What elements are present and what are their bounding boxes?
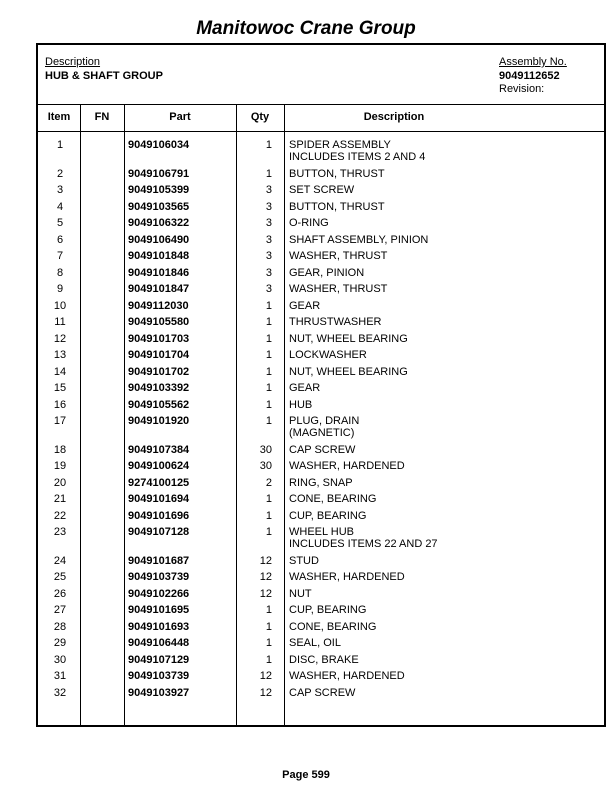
quantity: 3: [265, 217, 272, 229]
item-number: 2: [56, 167, 64, 180]
description-line: INCLUDES ITEMS 22 AND 27: [289, 538, 438, 550]
part-number: 9049103565: [128, 200, 190, 213]
part-description: [289, 588, 599, 600]
part-number: 9049105580: [128, 316, 190, 328]
item-number: 15: [53, 382, 67, 394]
part-description: [289, 415, 599, 439]
quantity: 1: [265, 139, 272, 151]
part-number: 9049101693: [128, 620, 190, 633]
description-line: O-RING: [289, 217, 329, 229]
item-number: 1: [56, 139, 64, 151]
page-title: Manitowoc Crane Group: [196, 18, 416, 39]
revision-label: Revision:: [499, 83, 545, 95]
item-number: 25: [53, 571, 67, 583]
description-line: CONE, BEARING: [289, 493, 377, 505]
part-description: [289, 168, 599, 180]
part-description: [289, 349, 599, 361]
description-line: (MAGNETIC): [289, 427, 355, 439]
column-header-divider: [38, 131, 604, 132]
part-description: [289, 604, 599, 616]
quantity: 1: [265, 604, 272, 616]
part-description: [289, 300, 599, 312]
item-number: 17: [53, 415, 67, 427]
column-header-fn: FN: [94, 111, 110, 123]
quantity: 30: [259, 460, 272, 472]
description-line: WHEEL HUB: [289, 526, 354, 538]
description-line: SPIDER ASSEMBLY: [289, 139, 391, 151]
quantity: 12: [259, 670, 272, 682]
part-number: 9049106791: [128, 167, 190, 180]
description-line: BUTTON, THRUST: [289, 200, 385, 213]
description-line: SHAFT ASSEMBLY, PINION: [289, 233, 429, 246]
assembly-label: Assembly No.: [499, 56, 567, 68]
quantity: 1: [265, 382, 272, 394]
item-number: 22: [53, 509, 67, 522]
part-description: [289, 267, 599, 279]
description-line: CUP, BEARING: [289, 604, 367, 616]
part-description: [289, 687, 599, 699]
assembly-number: 9049112652: [499, 70, 560, 82]
description-line: SEAL, OIL: [289, 637, 341, 649]
quantity: 12: [259, 554, 272, 567]
part-number: 9049106448: [128, 637, 190, 649]
quantity: 1: [265, 509, 272, 522]
part-number: 9049101695: [128, 604, 190, 616]
item-number: 6: [56, 233, 64, 246]
part-description: [289, 399, 599, 411]
quantity: 3: [265, 200, 272, 213]
quantity: 3: [265, 283, 272, 295]
part-description: [289, 571, 599, 583]
item-number: 9: [56, 283, 64, 295]
item-number: 29: [53, 637, 67, 649]
quantity: 1: [265, 299, 272, 312]
quantity: 1: [265, 620, 272, 633]
part-number: 9049101696: [128, 509, 190, 522]
item-number: 16: [53, 398, 67, 411]
item-number: 21: [53, 493, 67, 505]
quantity: 1: [265, 398, 272, 411]
part-number: 9049105562: [128, 398, 190, 411]
description-line: CAP SCREW: [289, 686, 356, 699]
column-header-description: Description: [363, 111, 425, 123]
quantity: 1: [265, 365, 272, 378]
item-number: 13: [53, 349, 67, 361]
description-line: CAP SCREW: [289, 443, 356, 456]
item-number: 11: [54, 316, 66, 328]
item-number: 12: [53, 332, 67, 345]
description-line: WASHER, HARDENED: [289, 670, 405, 682]
description-line: SET SCREW: [289, 184, 355, 196]
column-header-qty: Qty: [250, 111, 270, 123]
part-description: [289, 333, 599, 345]
quantity: 30: [259, 443, 272, 456]
column-divider: [236, 104, 237, 725]
item-number: 27: [53, 604, 67, 616]
description-line: NUT, WHEEL BEARING: [289, 332, 408, 345]
quantity: 3: [265, 250, 272, 262]
part-number: 9049107128: [128, 526, 190, 538]
item-number: 26: [53, 587, 67, 600]
part-number: 9049105399: [128, 184, 190, 196]
column-divider: [124, 104, 125, 725]
part-description: [289, 510, 599, 522]
column-divider: [284, 104, 285, 725]
description-line: CUP, BEARING: [289, 509, 367, 522]
item-number: 18: [53, 443, 67, 456]
part-number: 9049101703: [128, 332, 190, 345]
item-number: 10: [53, 299, 67, 312]
part-description: [289, 234, 599, 246]
item-number: 14: [53, 365, 67, 378]
description-line: THRUSTWASHER: [289, 316, 382, 328]
part-number: 9049100624: [128, 460, 190, 472]
part-description: [289, 444, 599, 456]
part-number: 9049101920: [128, 415, 190, 427]
part-description: [289, 316, 599, 328]
part-description: [289, 250, 599, 262]
part-number: 9049107129: [128, 653, 190, 666]
description-line: HUB: [289, 398, 313, 411]
quantity: 1: [265, 332, 272, 345]
description-line: WASHER, THRUST: [289, 283, 388, 295]
quantity: 1: [265, 653, 272, 666]
part-number: 9049106322: [128, 217, 190, 229]
item-number: 23: [53, 526, 67, 538]
quantity: 1: [265, 526, 272, 538]
part-number: 9049101694: [128, 493, 190, 505]
description-line: CONE, BEARING: [289, 620, 377, 633]
item-number: 31: [53, 670, 67, 682]
part-number: 9049101848: [128, 250, 190, 262]
part-number: 9049101847: [128, 283, 190, 295]
item-number: 3: [56, 184, 64, 196]
part-description: [289, 382, 599, 394]
quantity: 1: [265, 493, 272, 505]
part-description: [289, 477, 599, 489]
part-number: 9049102266: [128, 587, 190, 600]
part-number: 9049103392: [128, 382, 190, 394]
description-line: NUT: [289, 587, 312, 600]
part-description: [289, 217, 599, 229]
part-description: [289, 184, 599, 196]
description-line: GEAR: [289, 382, 321, 394]
description-line: GEAR, PINION: [289, 266, 365, 279]
quantity: 12: [259, 587, 272, 600]
quantity: 3: [265, 184, 272, 196]
part-number: 9049101702: [128, 365, 190, 378]
description-label: Description: [45, 56, 101, 68]
quantity: 3: [265, 233, 272, 246]
item-number: 20: [53, 476, 67, 489]
quantity: 1: [265, 167, 272, 180]
description-line: INCLUDES ITEMS 2 AND 4: [289, 151, 426, 163]
part-number: 9049106034: [128, 139, 190, 151]
description-line: GEAR: [289, 299, 321, 312]
item-number: 24: [53, 554, 67, 567]
description-line: DISC, BRAKE: [289, 653, 359, 666]
part-description: [289, 526, 599, 550]
part-number: 9049106490: [128, 233, 190, 246]
part-description: [289, 493, 599, 505]
part-number: 9049101846: [128, 266, 190, 279]
part-description: [289, 621, 599, 633]
description-line: WASHER, HARDENED: [289, 460, 405, 472]
description-value: HUB & SHAFT GROUP: [45, 70, 163, 82]
parts-list-frame: [36, 43, 606, 727]
part-number: 9049103739: [128, 571, 190, 583]
quantity: 1: [265, 415, 272, 427]
quantity: 1: [265, 637, 272, 649]
part-number: 9049103739: [128, 670, 190, 682]
description-line: STUD: [289, 554, 319, 567]
description-line: RING, SNAP: [289, 476, 353, 489]
part-number: 9049103927: [128, 686, 190, 699]
part-description: [289, 139, 599, 163]
part-description: [289, 555, 599, 567]
part-description: [289, 637, 599, 649]
column-header-item: Item: [47, 111, 71, 123]
page-number: Page 599: [282, 769, 330, 781]
part-number: 9049101704: [128, 349, 190, 361]
part-number: 9049112030: [128, 299, 189, 312]
quantity: 1: [265, 316, 272, 328]
part-description: [289, 460, 599, 472]
description-line: PLUG, DRAIN: [289, 415, 360, 427]
description-line: LOCKWASHER: [289, 349, 367, 361]
item-number: 5: [56, 217, 64, 229]
part-description: [289, 670, 599, 682]
quantity: 1: [265, 349, 272, 361]
part-number: 9049101687: [128, 554, 190, 567]
quantity: 3: [265, 266, 272, 279]
description-line: BUTTON, THRUST: [289, 167, 385, 180]
column-header-part: Part: [169, 111, 191, 123]
description-line: WASHER, THRUST: [289, 250, 388, 262]
item-number: 30: [53, 653, 67, 666]
assembly-header: [38, 45, 604, 104]
quantity: 12: [259, 571, 272, 583]
part-description: [289, 201, 599, 213]
quantity: 12: [259, 686, 272, 699]
description-line: NUT, WHEEL BEARING: [289, 365, 408, 378]
item-number: 4: [56, 200, 64, 213]
part-number: 9049107384: [128, 443, 190, 456]
description-line: WASHER, HARDENED: [289, 571, 405, 583]
part-number: 9274100125: [128, 476, 190, 489]
item-number: 19: [53, 460, 67, 472]
quantity: 2: [265, 476, 272, 489]
part-description: [289, 283, 599, 295]
part-description: [289, 654, 599, 666]
part-description: [289, 366, 599, 378]
item-number: 32: [53, 686, 67, 699]
header-divider: [38, 104, 604, 105]
item-number: 7: [56, 250, 64, 262]
item-number: 8: [56, 266, 64, 279]
item-number: 28: [53, 620, 67, 633]
